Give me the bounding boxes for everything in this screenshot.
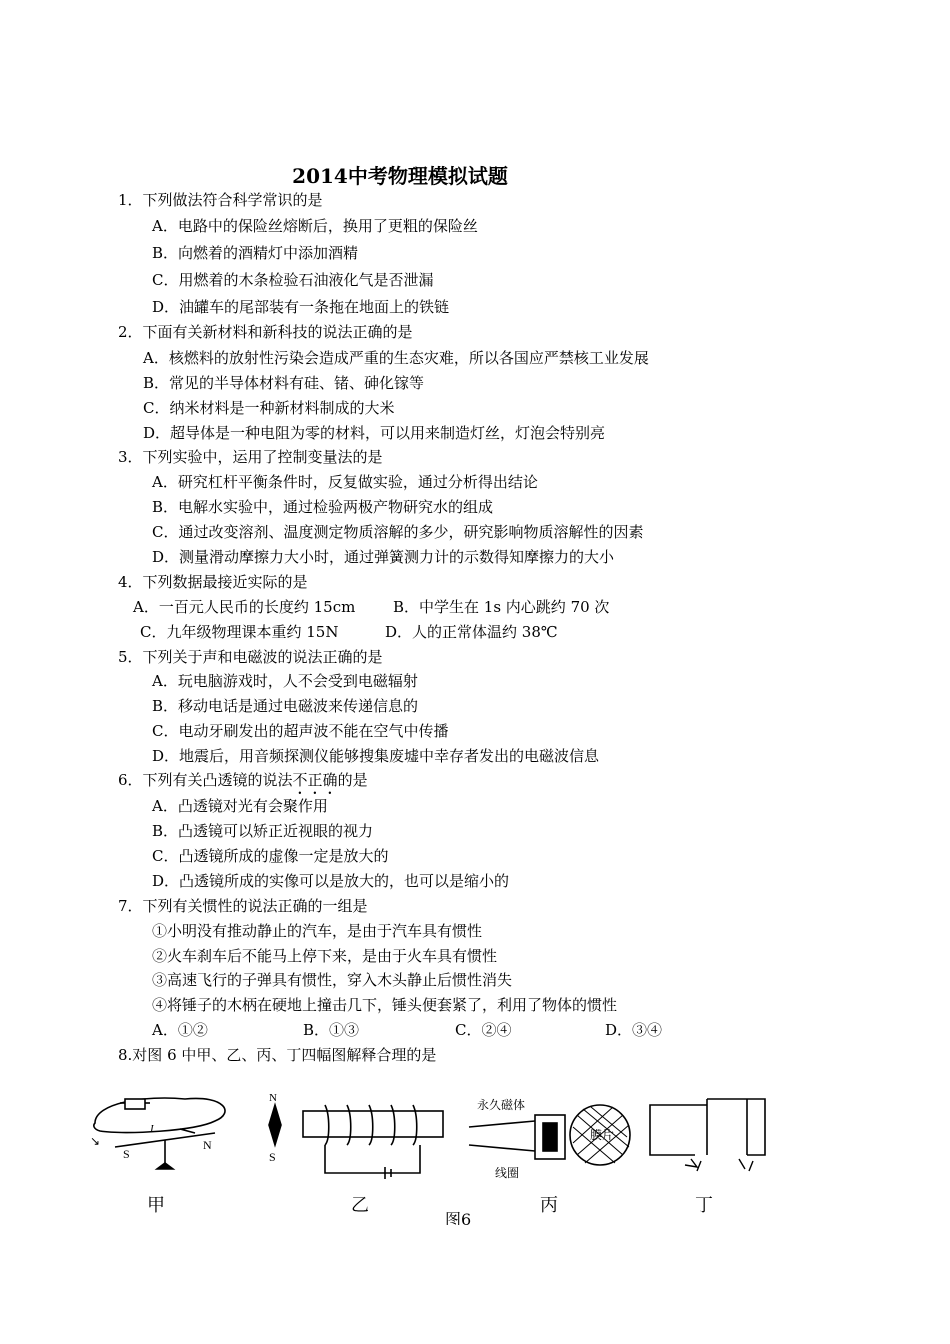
question-1-option-b: B．向燃着的酒精灯中添加酒精 <box>152 244 359 262</box>
question-1-option-d: D．油罐车的尾部装有一条拖在地面上的铁链 <box>152 298 450 316</box>
figure-bing-magnet-label: 永久磁体 <box>477 1098 526 1112</box>
figure-jia-oersted <box>94 1098 225 1169</box>
figure-bing-membrane-label: 膜片 <box>590 1128 615 1142</box>
question-7-option-b: B．①③ <box>303 1021 360 1039</box>
figure-6-drawing <box>85 1085 785 1225</box>
question-6-option-b: B．凸透镜可以矫正近视眼的视力 <box>152 822 374 840</box>
question-2-stem: 2．下面有关新材料和新科技的说法正确的是 <box>118 323 413 341</box>
figure-jia-s-label: S <box>123 1147 130 1161</box>
question-5-option-b: B．移动电话是通过电磁波来传递信息的 <box>152 697 419 715</box>
figure-ding-label: 丁 <box>695 1195 713 1216</box>
question-3-option-d: D．测量滑动摩擦力大小时，通过弹簧测力计的示数得知摩擦力的大小 <box>152 548 615 566</box>
question-8-stem: 8.对图 6 中甲、乙、丙、丁四幅图解释合理的是 <box>118 1046 437 1064</box>
question-6-stem-pre: 6．下列有关凸透镜的说法 <box>118 771 293 789</box>
question-3-option-b: B．电解水实验中，通过检验两极产物研究水的组成 <box>152 498 494 516</box>
question-7-stem: 7．下列有关惯性的说法正确的一组是 <box>118 897 368 915</box>
question-1-option-a: A．电路中的保险丝熔断后，换用了更粗的保险丝 <box>152 217 478 235</box>
question-5-option-d: D．地震后，用音频探测仪能够搜集废墟中幸存者发出的电磁波信息 <box>152 747 600 765</box>
question-2-option-a: A．核燃料的放射性污染会造成严重的生态灾难，所以各国应严禁核工业发展 <box>143 349 649 367</box>
question-7-option-d: D．③④ <box>605 1021 663 1039</box>
page-title: 2014中考物理模拟试题 <box>292 164 508 188</box>
figure-jia-n-label: N <box>203 1138 212 1152</box>
question-4-stem: 4．下列数据最接近实际的是 <box>118 573 308 591</box>
figure-caption: 图6 <box>445 1210 472 1225</box>
question-6-option-d: D．凸透镜所成的实像可以是放大的，也可以是缩小的 <box>152 872 510 890</box>
question-2-option-d: D．超导体是一种电阻为零的材料，可以用来制造灯丝，灯泡会特别亮 <box>143 424 606 442</box>
question-7-statement-1: ①小明没有推动静止的汽车，是由于汽车具有惯性 <box>152 922 483 940</box>
question-4-option-d: D．人的正常体温约 38℃ <box>385 623 558 641</box>
figure-bing-label: 丙 <box>540 1195 558 1216</box>
question-6-stem-post: 的是 <box>337 771 368 789</box>
figure-jia-label: 甲 <box>147 1195 165 1216</box>
figure-6 <box>85 1085 785 1225</box>
question-4-option-b: B．中学生在 1s 内心跳约 70 次 <box>393 598 610 616</box>
figure-jia-arrow-left: ↘ <box>90 1134 101 1148</box>
question-7-option-a: A．①② <box>152 1021 208 1039</box>
question-2-option-c: C．纳米材料是一种新材料制成的大米 <box>143 399 395 417</box>
question-4-option-a: A．一百元人民币的长度约 15cm <box>133 598 356 616</box>
question-5-stem: 5．下列关于声和电磁波的说法正确的是 <box>118 648 383 666</box>
question-6-stem-emphasis: 不正确 <box>292 771 338 789</box>
question-7-statement-4: ④将锤子的木柄在硬地上撞击几下，锤头便套紧了，利用了物体的惯性 <box>152 996 618 1014</box>
figure-jia-i-label: I <box>150 1123 154 1135</box>
figure-yi-n-label: N <box>269 1092 277 1104</box>
question-1-stem: 1．下列做法符合科学常识的是 <box>118 191 323 209</box>
question-1-option-c: C．用燃着的木条检验石油液化气是否泄漏 <box>152 271 434 289</box>
figure-ding-electromagnets <box>650 1099 765 1171</box>
figure-yi-s-label: S <box>269 1150 276 1164</box>
question-3-option-c: C．通过改变溶剂、温度测定物质溶解的多少，研究影响物质溶解性的因素 <box>152 523 644 541</box>
figure-yi-label: 乙 <box>351 1195 369 1216</box>
question-6-option-c: C．凸透镜所成的虚像一定是放大的 <box>152 847 389 865</box>
question-3-option-a: A．研究杠杆平衡条件时，反复做实验，通过分析得出结论 <box>152 473 538 491</box>
question-6-stem <box>118 770 368 798</box>
figure-bing-coil-label: 线圈 <box>495 1166 520 1180</box>
question-7-option-c: C．②④ <box>455 1021 512 1039</box>
question-6-option-a: A．凸透镜对光有会聚作用 <box>152 797 328 815</box>
question-4-option-c: C．九年级物理课本重约 15N <box>140 623 339 641</box>
question-7-statement-3: ③高速飞行的子弹具有惯性，穿入木头静止后惯性消失 <box>152 971 513 989</box>
question-7-statement-2: ②火车刹车后不能马上停下来，是由于火车具有惯性 <box>152 947 498 965</box>
question-3-stem: 3．下列实验中，运用了控制变量法的是 <box>118 448 383 466</box>
figure-yi-solenoid <box>269 1105 443 1179</box>
question-5-option-c: C．电动牙刷发出的超声波不能在空气中传播 <box>152 722 449 740</box>
question-5-option-a: A．玩电脑游戏时，人不会受到电磁辐射 <box>152 672 418 690</box>
question-2-option-b: B．常见的半导体材料有硅、锗、砷化镓等 <box>143 374 425 392</box>
